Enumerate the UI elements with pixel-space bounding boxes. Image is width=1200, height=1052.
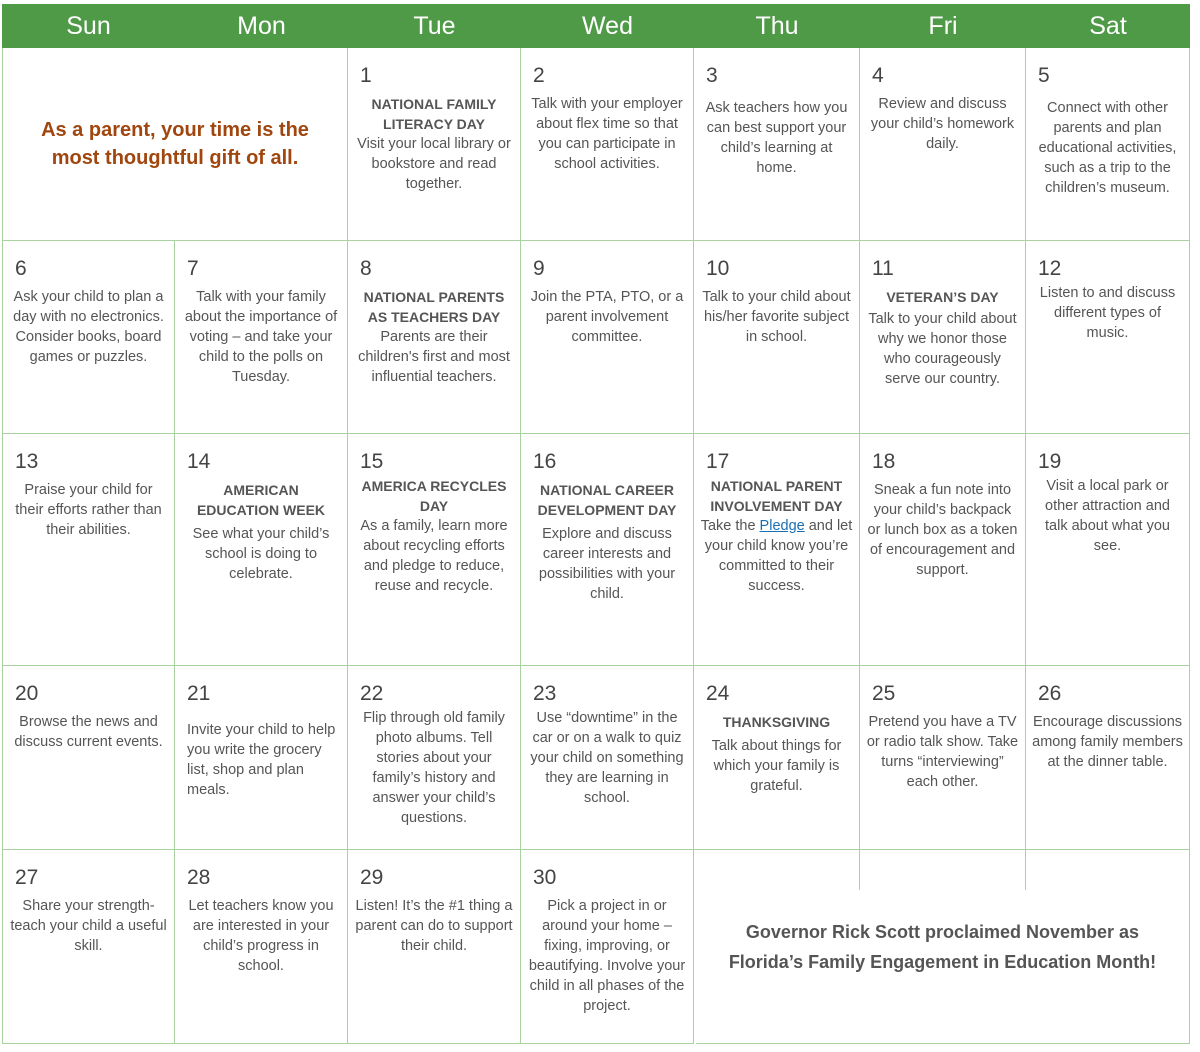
day-cell-18 <box>860 434 1026 666</box>
day-cell-7 <box>175 241 348 434</box>
day-cell-12 <box>1026 241 1190 434</box>
day-body: Join the PTA, PTO, or a parent involvement committee. <box>530 289 684 345</box>
day-body: Invite your child to help you write the grocery list, shop and plan meals. <box>187 722 336 798</box>
day-number: 10 <box>706 257 730 280</box>
day-number: 26 <box>1038 682 1062 705</box>
day-cell-23 <box>521 666 694 850</box>
day-title: NATIONAL FAMILY LITERACY DAY <box>371 96 497 132</box>
body-text: Take the <box>700 518 760 534</box>
day-body <box>700 516 853 596</box>
day-body: Flip through old family photo albums. Tell stories about your family’s history and answer your child’s questions. <box>363 710 505 826</box>
day-cell-20 <box>2 666 175 850</box>
day-number: 18 <box>872 450 896 473</box>
day-body: Listen to and discuss different types of music. <box>1039 285 1176 341</box>
day-title: NATIONAL PARENTS AS TEACHERS DAY <box>363 289 505 325</box>
day-body: Pretend you have a TV or radio talk show. Take turns “interviewing” each other. <box>866 714 1019 790</box>
day-body: Ask your child to plan a day with no electronics. Consider books, board games or puzzles. <box>13 289 164 365</box>
day-title: NATIONAL PARENT INVOLVEMENT DAY <box>710 478 843 514</box>
pledge-link[interactable]: Pledge <box>759 518 805 534</box>
day-cell-2 <box>521 48 694 241</box>
weekday-wed: Wed <box>582 12 633 40</box>
weekday-thu: Thu <box>755 12 799 40</box>
day-number: 8 <box>360 257 372 280</box>
day-number: 13 <box>15 450 39 473</box>
day-title: VETERAN’S DAY <box>886 289 999 305</box>
day-cell-5 <box>1026 48 1190 241</box>
day-cell-3 <box>694 48 860 241</box>
day-body: Encourage discussions among family members at the dinner table. <box>1032 714 1183 770</box>
day-number: 4 <box>872 64 884 87</box>
day-body: Talk to your child about his/her favorite subject in school. <box>702 289 851 345</box>
day-cell-1 <box>348 48 521 241</box>
day-number: 21 <box>187 682 211 705</box>
day-number: 1 <box>360 64 372 87</box>
weekday-header <box>2 4 1190 48</box>
day-cell-28 <box>175 850 348 1044</box>
weekday-sun: Sun <box>66 12 111 40</box>
day-number: 9 <box>533 257 545 280</box>
day-number: 27 <box>15 866 39 889</box>
day-body: Parents are their children's first and most influential teachers. <box>358 329 510 385</box>
day-number: 25 <box>872 682 896 705</box>
day-cell-19 <box>1026 434 1190 666</box>
day-number: 6 <box>15 257 27 280</box>
day-body: Use “downtime” in the car or on a walk to quiz your child on something they are learning in school. <box>530 710 684 806</box>
day-cell-14 <box>175 434 348 666</box>
day-number: 29 <box>360 866 384 889</box>
day-number: 24 <box>706 682 730 705</box>
day-title: THANKSGIVING <box>722 714 831 730</box>
weekday-tue: Tue <box>413 12 456 40</box>
day-number: 11 <box>872 257 894 280</box>
day-number: 12 <box>1038 257 1062 280</box>
day-number: 14 <box>187 450 211 473</box>
day-cell-9 <box>521 241 694 434</box>
day-number: 17 <box>706 450 730 473</box>
calendar-grid <box>2 48 1190 1044</box>
day-number: 7 <box>187 257 199 280</box>
day-body: Share your strength- teach your child a useful skill. <box>10 898 167 954</box>
day-cell-11 <box>860 241 1026 434</box>
day-body: Talk with your family about the importance of voting – and take your child to the polls on Tuesday. <box>184 289 338 385</box>
day-body: Talk about things for which your family is grateful. <box>711 738 842 794</box>
day-body: Ask teachers how you can best support your child’s learning at home. <box>705 100 848 176</box>
day-cell-10 <box>694 241 860 434</box>
day-body: See what your child’s school is doing to celebrate. <box>192 526 330 582</box>
day-body: Explore and discuss career interests and possibilities with your child. <box>538 526 676 602</box>
day-number: 16 <box>533 450 557 473</box>
day-number: 15 <box>360 450 384 473</box>
day-cell-24 <box>694 666 860 850</box>
day-body: Listen! It’s the #1 thing a parent can do to support their child. <box>355 898 513 954</box>
intro-message: As a parent, your time is the most thoughtful gift of all. <box>41 119 309 169</box>
day-cell-4 <box>860 48 1026 241</box>
day-number: 23 <box>533 682 557 705</box>
intro-cell <box>2 48 348 241</box>
day-cell-17 <box>694 434 860 666</box>
day-cell-30 <box>521 850 694 1044</box>
day-body: Pick a project in or around your home – fixing, improving, or beautifying. Involve your child in all phases of the project. <box>528 898 686 1014</box>
day-number: 19 <box>1038 450 1062 473</box>
day-body: Visit your local library or bookstore and read together. <box>357 136 511 192</box>
day-number: 28 <box>187 866 211 889</box>
day-number: 3 <box>706 64 718 87</box>
weekday-fri: Fri <box>928 12 958 40</box>
day-title: NATIONAL CAREER DEVELOPMENT DAY <box>537 482 677 518</box>
day-body: Visit a local park or other attraction and talk about what you see. <box>1045 478 1170 554</box>
day-number: 5 <box>1038 64 1050 87</box>
day-cell-6 <box>2 241 175 434</box>
day-body: Connect with other parents and plan educational activities, such as a trip to the children’s museum. <box>1038 100 1177 196</box>
day-body: Browse the news and discuss current events. <box>14 714 163 750</box>
day-cell-26 <box>1026 666 1190 850</box>
day-number: 22 <box>360 682 384 705</box>
day-cell-27 <box>2 850 175 1044</box>
proclamation-cell <box>696 850 1190 1044</box>
day-cell-22 <box>348 666 521 850</box>
day-number: 2 <box>533 64 545 87</box>
day-cell-15 <box>348 434 521 666</box>
day-cell-29 <box>348 850 521 1044</box>
weekday-mon: Mon <box>237 12 286 40</box>
body-text: and let your child know you’re committed to their success. <box>704 518 853 594</box>
day-body: As a family, learn more about recycling efforts and pledge to reduce, reuse and recycle. <box>360 518 508 594</box>
day-cell-13 <box>2 434 175 666</box>
day-cell-16 <box>521 434 694 666</box>
day-body: Let teachers know you are interested in your child’s progress in school. <box>188 898 334 974</box>
proclamation-message: Governor Rick Scott proclaimed November as Florida’s Family Engagement in Education Month! <box>728 921 1157 972</box>
day-number: 20 <box>15 682 39 705</box>
day-body: Talk with your employer about flex time so that you can participate in school activities. <box>531 96 683 172</box>
day-cell-25 <box>860 666 1026 850</box>
day-title: AMERICA RECYCLES DAY <box>361 478 507 514</box>
day-number: 30 <box>533 866 557 889</box>
day-body: Praise your child for their efforts rather than their abilities. <box>15 482 162 538</box>
day-body: Review and discuss your child’s homework daily. <box>870 96 1015 152</box>
day-title: AMERICAN EDUCATION WEEK <box>196 482 326 518</box>
day-body: Talk to your child about why we honor those who courageously serve our country. <box>868 311 1017 387</box>
day-cell-8 <box>348 241 521 434</box>
weekday-sat: Sat <box>1089 12 1127 40</box>
day-body: Sneak a fun note into your child’s backpack or lunch box as a token of encouragement and support. <box>867 482 1018 578</box>
day-cell-21 <box>175 666 348 850</box>
